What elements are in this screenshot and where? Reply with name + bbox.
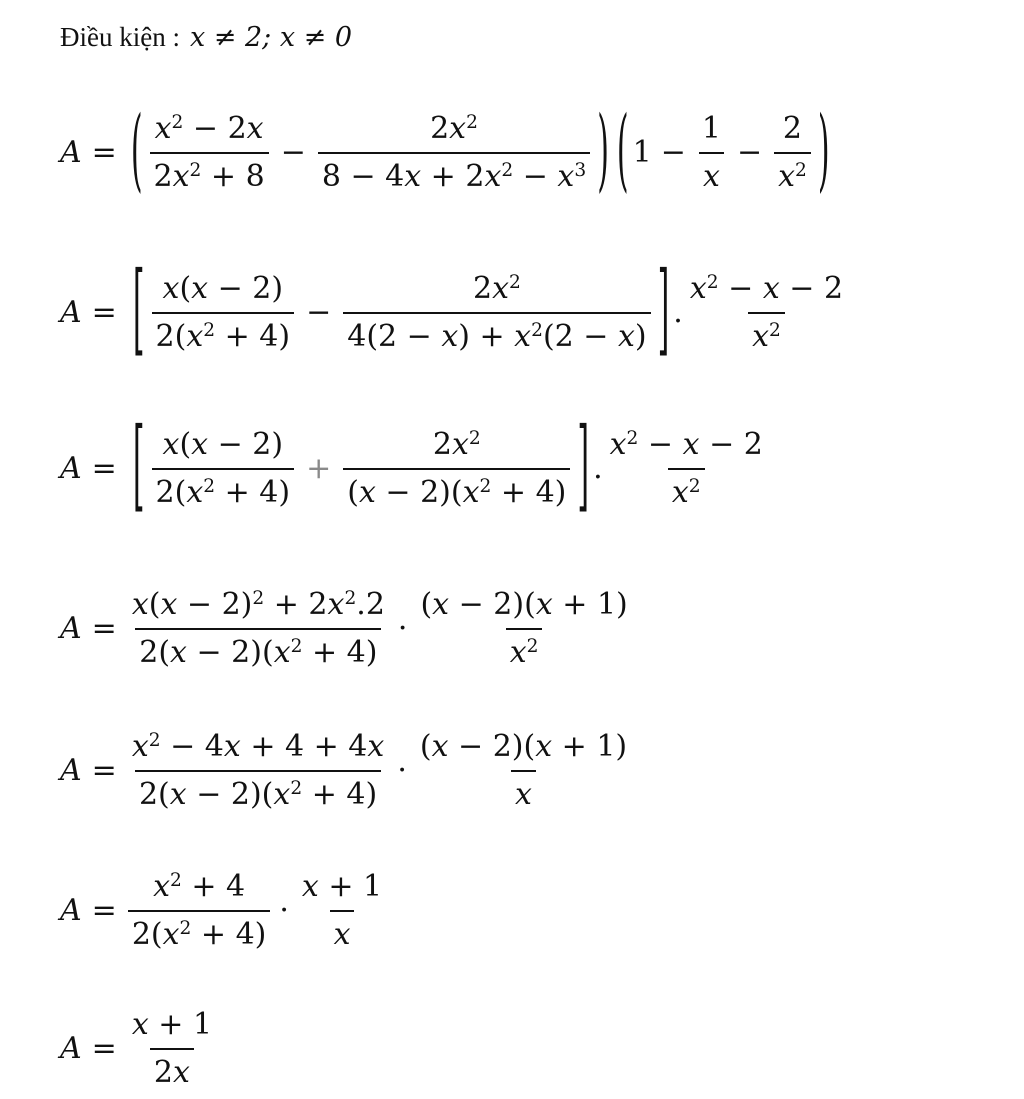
condition-expression: x ≠ 2; x ≠ 0 [189,22,353,53]
condition-label: Điều kiện : [60,22,180,52]
condition-line [60,22,352,53]
equation-step-3: A = [ $\frac{x(x - 2)}{2(x^2 + 4)}$ + $\frac{2x^2}{(x - 2)(x^2 + 4)}$ ] . $\frac{x^2 - x - 2}{x^2}$ [60,409,763,525]
equation-step-7: A = $\frac{x + 1}{2x}$ [60,1007,213,1090]
equation-step-6: A = $\frac{x^2 + 4}{2(x^2 + 4)}$ · $\frac{x + 1}{x}$ [60,869,383,952]
equation-step-5: A = $\frac{x^2 - 4x + 4 + 4x}{2(x - 2)(x^2 + 4)}$ · $\frac{(x - 2)(x + 1)}{x}$ [60,729,628,812]
equation-step-2: A = [ $\frac{x(x - 2)}{2(x^2 + 4)}$ − $\frac{2x^2}{4(2 - x) + x^2(2 - x)}$ ] . $\frac{x^2 - x - 2}{x^2}$ [60,253,844,369]
equation-step-1: A = ( $\frac{x^2 - 2x}{2x^2 + 8}$ − $\frac{2x^2}{8 - 4x + 2x^2 - x^3}$ ) ( 1 − $\frac{1}{x}$ − $\frac{2}{x^2}$ ) [60,98,830,204]
equation-step-4: A = $\frac{x(x - 2)^2 + 2x^2.2}{2(x - 2)(x^2 + 4)}$ · $\frac{(x - 2)(x + 1)}{x^2}$ [60,587,628,670]
